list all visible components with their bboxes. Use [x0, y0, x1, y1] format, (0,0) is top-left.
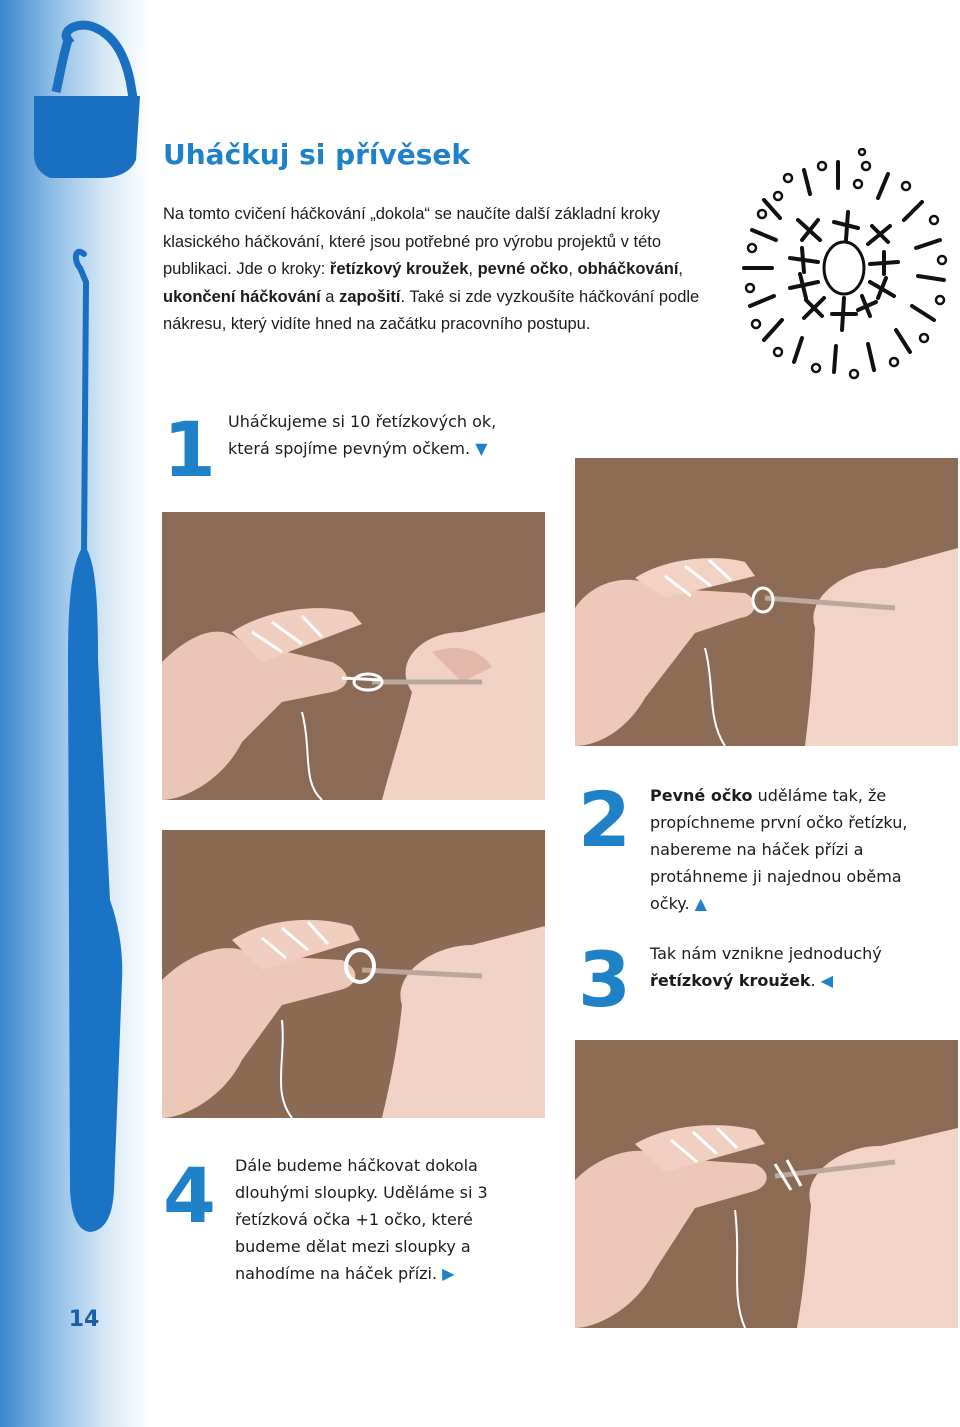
intro-text: ,	[468, 260, 478, 278]
crochet-hook-icon	[68, 252, 122, 1232]
intro-text: ,	[568, 260, 578, 278]
triangle-up-icon: ▲	[694, 894, 707, 913]
intro-text: a	[320, 287, 340, 306]
intro-term: řetízkový kroužek	[329, 260, 469, 278]
intro-term: obháčkování	[577, 260, 679, 278]
intro-term: ukončení háčkování	[163, 287, 321, 306]
intro-term: zapošití	[339, 287, 401, 306]
triangle-left-icon: ◀	[820, 971, 834, 990]
step-1-body: Uháčkujeme si 10 řetízkových ok, která spojíme pevným očkem.	[228, 412, 497, 458]
step-2-body: uděláme tak, že propíchneme první očko řetízku, nabereme na háček přízi a protáhneme ji najednou oběma očky.	[650, 786, 908, 913]
intro-text: Na tomto cvičení háčkování „dokola“ se naučíte další základní kroky klasického háčkování, které jsou potřebné pro výrobu projektů v této publikaci. Jde o kroky:	[163, 205, 662, 278]
step-2-text	[578, 775, 938, 917]
crochet-bag-icon	[34, 25, 140, 178]
step-4-photo	[575, 1040, 958, 1328]
page-title: Uháčkuj si přívěsek	[163, 138, 471, 171]
triangle-right-icon: ▶	[442, 1264, 455, 1283]
triangle-down-icon: ▼	[475, 439, 488, 458]
step-3-term: řetízkový kroužek	[650, 971, 811, 990]
intro-text: ,	[678, 260, 684, 278]
step-3-photo	[162, 830, 545, 1118]
intro-text: . Také si zde vyzkoušíte háčkování podle nákresu, který vidíte hned na začátku pracovního postupu.	[163, 287, 700, 333]
step-3-body: Tak nám vznikne jednoduchý	[650, 944, 882, 963]
step-4-body: Dále budeme háčkovat dokola dlouhými sloupky. Uděláme si 3 řetízková očka +1 očko, které budeme dělat mezi sloupky a nahodíme na háček přízi.	[235, 1156, 488, 1283]
sidebar-art	[0, 0, 150, 1427]
page-number: 14	[68, 1307, 100, 1332]
step-3-number: 3	[578, 935, 631, 1024]
sidebar	[0, 0, 150, 1427]
intro-term: pevné očko	[477, 260, 569, 278]
crochet-chart-icon	[738, 148, 950, 380]
step-1-text	[228, 408, 538, 462]
step-2-photo	[575, 458, 958, 746]
step-1-number: 1	[163, 405, 216, 494]
step-4-text	[163, 1152, 518, 1287]
step-4-number: 4	[163, 1151, 216, 1240]
intro-paragraph	[163, 201, 703, 339]
step-2-number: 2	[578, 775, 631, 864]
step-3-text	[650, 940, 940, 994]
step-3-body-end: .	[810, 971, 816, 990]
step-1-photo	[162, 512, 545, 800]
step-2-term: Pevné očko	[650, 786, 753, 805]
